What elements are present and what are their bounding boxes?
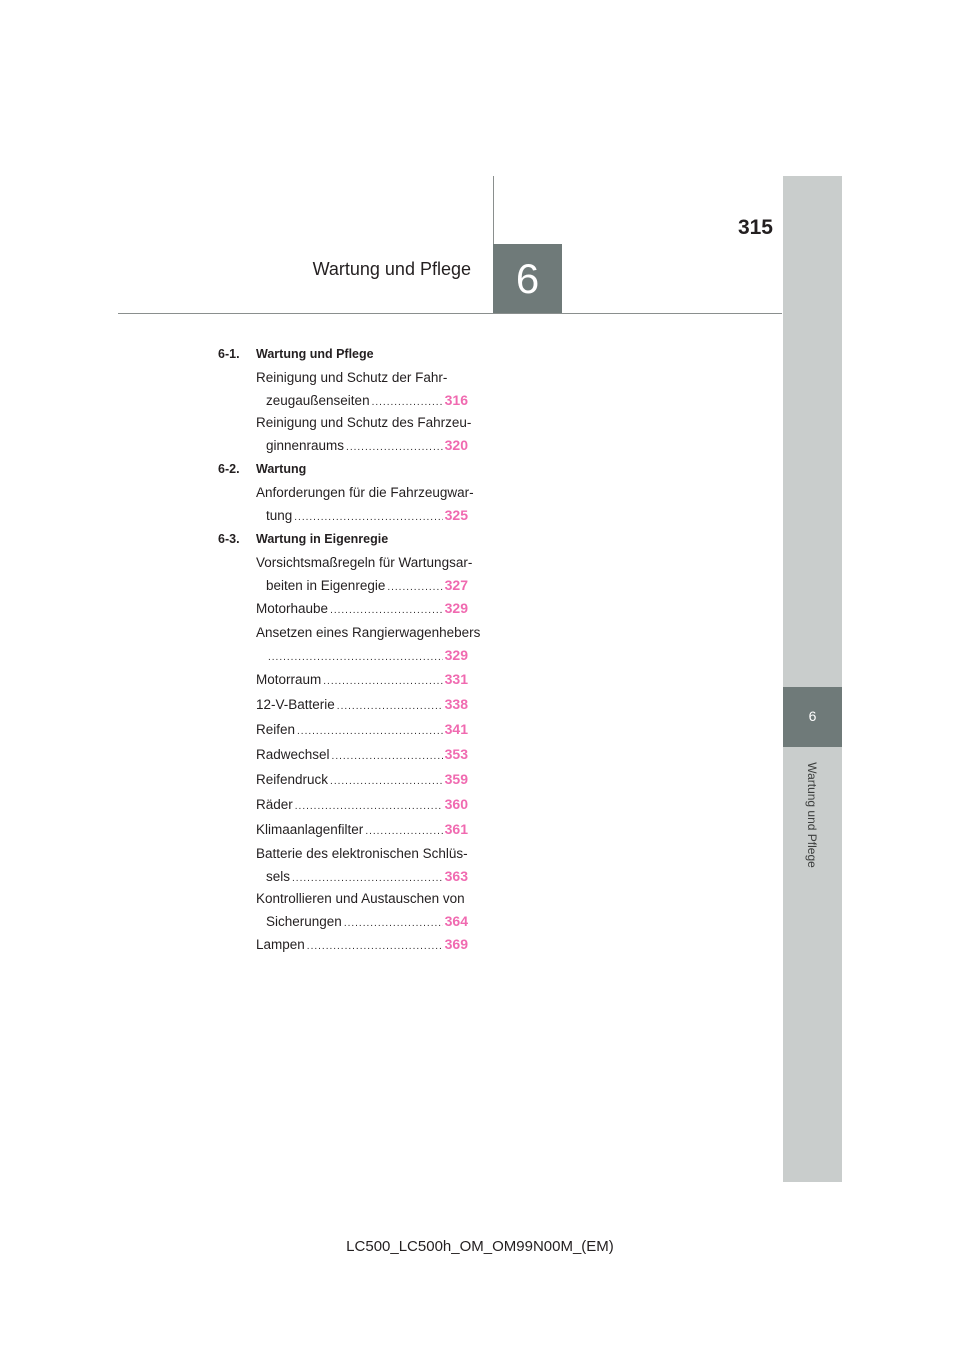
page-link[interactable]: 329 [444,600,468,616]
toc-entry[interactable] [256,796,468,818]
dot-leader [330,605,443,616]
page-link[interactable]: 327 [444,577,468,593]
entry-text: Lampen [256,937,305,952]
dot-leader [323,676,442,687]
thumb-tab-label: Wartung und Pflege [805,762,819,868]
section-number: 6-1. [218,347,240,361]
header-rule [118,313,782,314]
toc-entry[interactable] [256,671,468,693]
page-link[interactable]: 331 [444,671,468,687]
page-number: 315 [737,216,773,239]
header-divider-vertical [493,176,494,246]
section-title: Wartung [256,462,307,476]
page-link[interactable]: 341 [444,721,468,737]
thumb-tab-number: 6 [808,708,817,724]
toc-entry[interactable] [256,891,468,935]
page-link[interactable]: 338 [444,696,468,712]
entry-text: Sicherungen [266,914,342,929]
toc-entry[interactable] [256,746,468,768]
chapter-thumb-strip [783,176,842,1182]
page-link[interactable]: 359 [444,771,468,787]
entry-text: Vorsichtsmaßregeln für Wartungsar- [256,555,473,570]
toc-entry[interactable] [256,370,468,414]
page-link[interactable]: 363 [444,868,468,884]
page-link[interactable]: 353 [444,746,468,762]
entry-text: 12-V-Batterie [256,697,335,712]
toc-entry[interactable] [256,821,468,843]
chapter-title: Wartung und Pflege [312,259,471,279]
toc-entry[interactable] [256,936,468,958]
dot-leader [346,442,443,453]
document-code: LC500_LC500h_OM_OM99N00M_(EM) [346,1238,614,1255]
dot-leader [365,826,442,837]
toc-entry[interactable] [256,771,468,793]
dot-leader [332,751,443,762]
toc-entry[interactable] [256,696,468,718]
entry-text: Anforderungen für die Fahrzeugwar- [256,485,474,500]
entry-text: Reinigung und Schutz der Fahr- [256,370,448,385]
section-title: Wartung und Pflege [256,347,374,361]
toc-entry[interactable] [256,415,472,459]
dot-leader [307,941,443,952]
dot-leader [344,918,443,929]
entry-text: ginnenraums [266,438,345,453]
page-link[interactable]: 316 [444,392,468,408]
entry-text: Räder [256,797,293,812]
dot-leader [294,512,442,523]
page-link[interactable]: 329 [444,647,468,663]
section-title: Wartung in Eigenregie [256,532,389,546]
entry-text: Ansetzen eines Rangierwagenhebers [256,625,481,640]
entry-text: Motorraum [256,672,322,687]
section-number: 6-3. [218,532,240,546]
entry-text: Radwechsel [256,747,330,762]
entry-text: Reifendruck [256,772,329,787]
page-link[interactable]: 361 [444,821,468,837]
chapter-number: 6 [515,255,540,302]
entry-text: Batterie des elektronischen Schlüs- [256,846,468,861]
dot-leader [330,776,443,787]
entry-text: Motorhaube [256,601,329,616]
toc-entry[interactable] [256,485,474,529]
toc-entry[interactable] [256,555,473,599]
entry-text: Reifen [256,722,296,737]
page-link[interactable]: 369 [444,936,468,952]
toc-entry[interactable] [256,625,481,669]
page-link[interactable]: 325 [444,507,468,523]
entry-text: sels [266,869,291,884]
dot-leader [297,726,443,737]
section-number: 6-2. [218,462,240,476]
dot-leader [295,801,443,812]
dot-leader [268,652,443,663]
entry-text: Klimaanlagenfilter [256,822,364,837]
toc-entry[interactable] [256,721,468,743]
dot-leader [337,701,443,712]
toc-entry[interactable] [256,600,468,622]
entry-text: beiten in Eigenregie [266,578,386,593]
entry-text: Kontrollieren und Austauschen von [256,891,465,906]
toc-entry[interactable] [256,846,468,890]
page-link[interactable]: 320 [444,437,468,453]
entry-text: zeugaußenseiten [266,393,370,408]
entry-text: tung [266,508,293,523]
dot-leader [387,582,442,593]
entry-text: Reinigung und Schutz des Fahrzeu- [256,415,472,430]
dot-leader [372,397,443,408]
page-link[interactable]: 360 [444,796,468,812]
dot-leader [292,873,443,884]
page-link[interactable]: 364 [444,913,468,929]
